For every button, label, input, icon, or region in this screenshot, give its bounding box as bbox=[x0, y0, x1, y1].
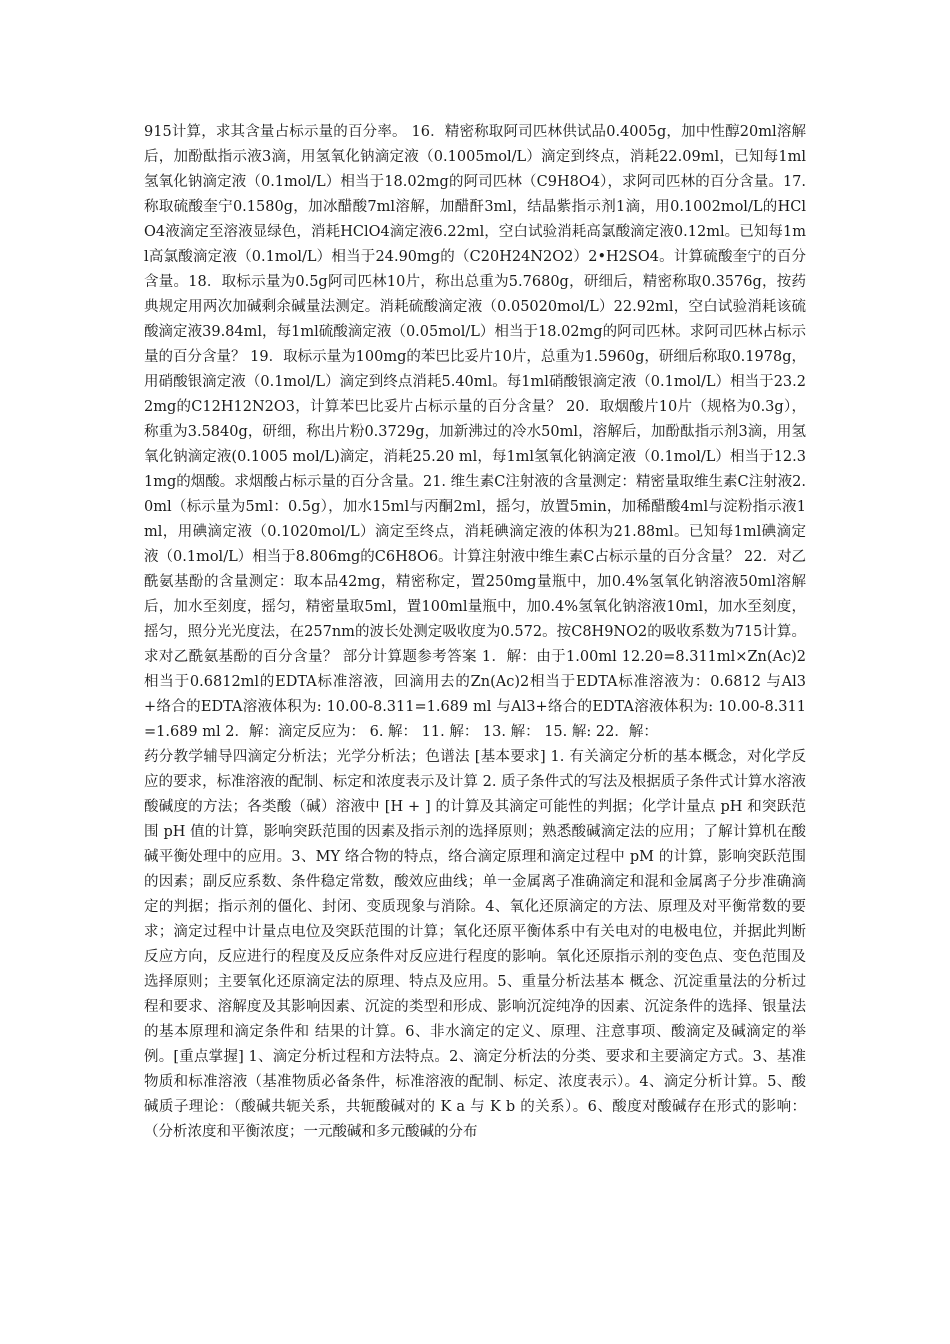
paragraph-calculation-problems: 915计算，求其含量占标示量的百分率。 16．精密称取阿司匹林供试品0.4005g，加中性醇20ml溶解后，加酚酞指示液3滴，用氢氧化钠滴定液（0.1005mol/L）滴定到终点，消耗22.09ml，已知每1ml氢氧化钠滴定液（0.1mol/L）相当于18.02mg的阿司匹林（C9H8O4），求阿司匹林的百分含量。17. 称取硫酸奎宁0.1580g，加冰醋酸7ml溶解，加醋酐3ml，结晶紫指示剂1滴，用0.1002mol/L的HClO4液滴定至溶液显绿色，消耗HClO4滴定液6.22ml，空白试验消耗高氯酸滴定液0.12ml。已知每1ml高氯酸滴定液（0.1mol/L）相当于24.90mg的（C20H24N2O2）2•H2SO4。计算硫酸奎宁的百分含量。18．取标示量为0.5g阿司匹林10片，称出总重为5.7680g，研细后，精密称取0.3576g，按药典规定用两次加碱剩余碱量法测定。消耗硫酸滴定液（0.05020mol/L）22.92ml，空白试验消耗该硫酸滴定液39.84ml，每1ml硫酸滴定液（0.05mol/L）相当于18.02mg的阿司匹林。求阿司匹林占标示量的百分含量？ 19．取标示量为100mg的苯巴比妥片10片，总重为1.5960g，研细后称取0.1978g，用硝酸银滴定液（0.1mol/L）滴定到终点消耗5.40ml。每1ml硝酸银滴定液（0.1mol/L）相当于23.22mg的C12H12N2O3，计算苯巴比妥片占标示量的百分含量？ 20．取烟酸片10片（规格为0.3g），称重为3.5840g，研细，称出片粉0.3729g，加新沸过的冷水50ml，溶解后，加酚酞指示剂3滴，用氢氧化钠滴定液(0.1005 mol/L)滴定，消耗25.20 ml，每1ml氢氧化钠滴定液（0.1mol/L）相当于12.31mg的烟酸。求烟酸占标示量的百分含量。21. 维生素C注射液的含量测定：精密量取维生素C注射液2.0ml（标示量为5ml：0.5g），加水15ml与丙酮2ml，摇匀，放置5min，加稀醋酸4ml与淀粉指示液1ml，用碘滴定液（0.1020mol/L）滴定至终点，消耗碘滴定液的体积为21.88ml。已知每1ml碘滴定液（0.1mol/L）相当于8.806mg的C6H8O6。计算注射液中维生素C占标示量的百分含量？ 22．对乙酰氨基酚的含量测定：取本品42mg，精密称定，置250mg量瓶中，加0.4%氢氧化钠溶液50ml溶解后，加水至刻度，摇匀，精密量取5ml，置100ml量瓶中，加0.4%氢氧化钠溶液10ml，加水至刻度，摇匀，照分光光度法，在257nm的波长处测定吸收度为0.572。按C8H9NO2的吸收系数为715计算。求对乙酰氨基酚的百分含量？ 部分计算题参考答案 1．解：由于1.00ml 12.20=8.311ml×Zn(Ac)2相当于0.6812ml的EDTA标准溶液，回滴用去的Zn(Ac)2相当于EDTA标准溶液为：0.6812 与Al3+络合的EDTA溶液体积为: 10.00-8.311=1.689 ml 与Al3+络合的EDTA溶液体积为: 10.00-8.311=1.689 ml 2．解：滴定反应为： 6. 解： 11. 解： 13. 解： 15. 解: 22．解： bbox=[144, 124, 806, 740]
paragraph-teaching-guide: 药分教学辅导四滴定分析法；光学分析法；色谱法 [基本要求] 1. 有关滴定分析的基本概念，对化学反应的要求，标准溶液的配制、标定和浓度表示及计算 2. 质子条件式的写法及根据质子条件式计算水溶液酸碱度的方法；各类酸（碱）溶液中 [H + ] 的计算及其滴定可能性的判据；化学计量点 pH 和突跃范围 pH 值的计算，影响突跃范围的因素及指示剂的选择原则；熟悉酸碱滴定法的应用；了解计算机在酸碱平衡处理中的应用。3、MY 络合物的特点，络合滴定原理和滴定过程中 pM 的计算，影响突跃范围的因素；副反应系数、条件稳定常数，酸效应曲线；单一金属离子准确滴定和混和金属离子分步准确滴定的判据；指示剂的僵化、封闭、变质现象与消除。4、氧化还原滴定的方法、原理及对平衡常数的要求；滴定过程中计量点电位及突跃范围的计算；氧化还原平衡体系中有关电对的电极电位，并据此判断反应方向，反应进行的程度及反应条件对反应进行程度的影响。氧化还原指示剂的变色点、变色范围及选择原则；主要氧化还原滴定法的原理、特点及应用。5、重量分析法基本 概念、沉淀重量法的分析过程和要求、溶解度及其影响因素、沉淀的类型和形成、影响沉淀纯净的因素、沉淀条件的选择、银量法的基本原理和滴定条件和 结果的计算。6、非水滴定的定义、原理、注意事项、酸滴定及碱滴定的举例。[重点掌握] 1、滴定分析过程和方法特点。2、滴定分析法的分类、要求和主要滴定方式。3、基准物质和标准溶液（基准物质必备条件，标准溶液的配制、标定、浓度表示）。4、滴定分析计算。5、酸碱质子理论：（酸碱共轭关系，共轭酸碱对的 K a 与 K b 的关系）。6、酸度对酸碱存在形式的影响：（分析浓度和平衡浓度；一元酸碱和多元酸碱的分布 bbox=[144, 749, 806, 1140]
document-body bbox=[144, 120, 806, 1145]
